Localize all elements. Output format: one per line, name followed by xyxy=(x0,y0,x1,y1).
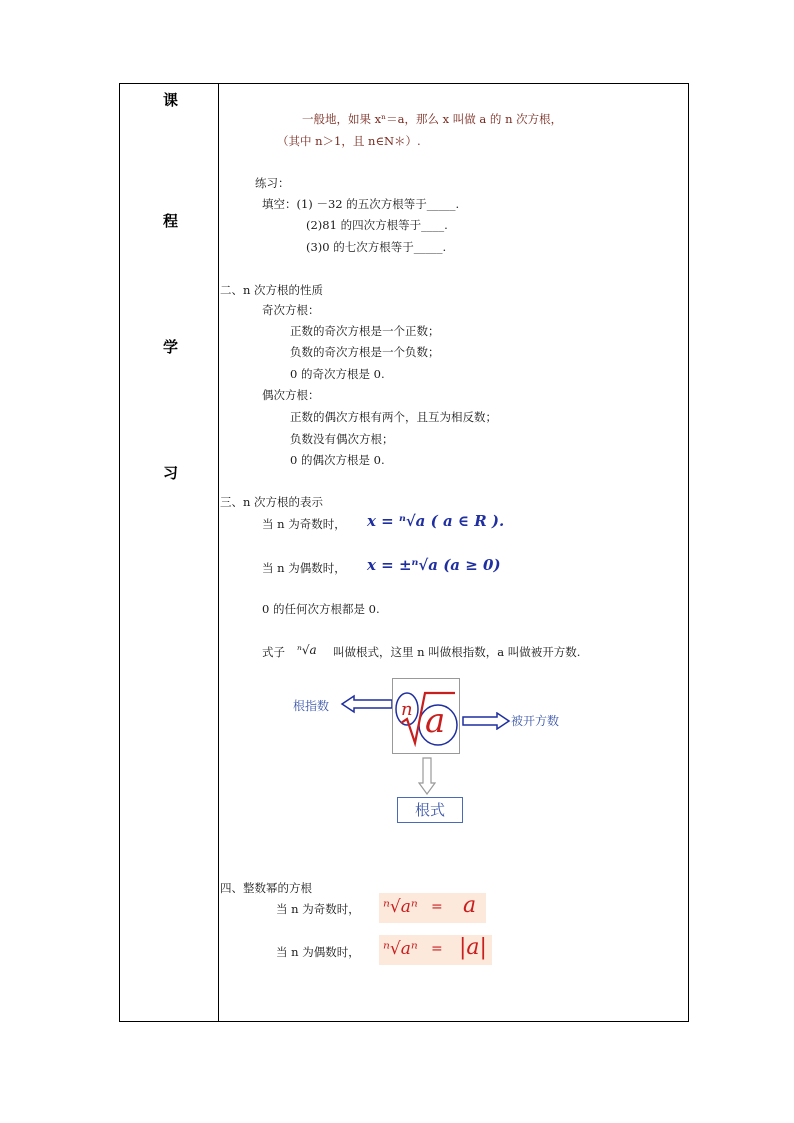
sec2-even-1: 正数的偶次方根有两个，且互为相反数； xyxy=(290,410,497,424)
down-arrow-icon xyxy=(418,757,436,795)
sec4-title: 四、整数幂的方根 xyxy=(220,881,312,895)
side-char-2: 程 xyxy=(163,212,179,230)
side-char-1: 课 xyxy=(163,91,179,109)
sec4-even-eq: = xyxy=(431,941,443,957)
sec3-title: 三、n 次方根的表示 xyxy=(220,495,324,509)
practice-q2: (2)81 的四次方根等于____. xyxy=(306,218,448,232)
sec4-odd-lead: 当 n 为奇数时， xyxy=(276,902,360,916)
sec2-title: 二、n 次方根的性质 xyxy=(220,283,324,297)
column-divider xyxy=(218,84,219,1021)
radicand-label: 被开方数 xyxy=(511,714,560,728)
sec4-even-rhs: |a| xyxy=(459,935,487,960)
sec2-odd-1: 正数的奇次方根是一个正数； xyxy=(290,324,440,338)
sec3-def-pre: 式子 xyxy=(262,645,285,659)
practice-title: 练习： xyxy=(255,176,290,190)
radical-box xyxy=(392,678,460,754)
sec4-odd-lhs: ⁿ√aⁿ xyxy=(383,897,418,917)
intro-line-1: 一般地，如果 xⁿ＝a，那么 x 叫做 a 的 n 次方根， xyxy=(302,112,563,126)
practice-q3: (3)0 的七次方根等于_____. xyxy=(306,240,447,254)
sec3-even-lead: 当 n 为偶数时， xyxy=(262,561,346,575)
left-arrow-icon xyxy=(340,694,394,714)
side-char-3: 学 xyxy=(163,338,179,356)
sec4-odd-eq: = xyxy=(431,899,443,915)
sec4-even-lhs: ⁿ√aⁿ xyxy=(383,939,418,959)
sec2-even-title: 偶次方根： xyxy=(262,388,320,402)
sec3-def-expr: ⁿ√a xyxy=(297,643,317,657)
sec4-even-lead: 当 n 为偶数时， xyxy=(276,945,360,959)
sec3-zero: 0 的任何次方根都是 0. xyxy=(262,602,380,616)
index-label: 根指数 xyxy=(293,699,330,713)
sec2-odd-title: 奇次方根： xyxy=(262,303,320,317)
sec2-odd-2: 负数的奇次方根是一个负数； xyxy=(290,345,440,359)
sec2-odd-3: 0 的奇次方根是 0. xyxy=(290,367,385,381)
sec3-odd-formula: x = ⁿ√a ( a ∈ R ). xyxy=(367,512,505,530)
radical-expression-label: 根式 xyxy=(414,801,445,819)
radical-index: n xyxy=(401,699,413,720)
right-arrow-icon xyxy=(461,712,511,730)
sec2-even-3: 0 的偶次方根是 0. xyxy=(290,453,385,467)
intro-line-2: （其中 n＞1，且 n∈N＊）. xyxy=(277,134,421,148)
radical-radicand: a xyxy=(425,701,446,741)
practice-q1: 填空：(1) －32 的五次方根等于_____. xyxy=(262,197,460,211)
sec3-even-formula: x = ±ⁿ√a (a ≥ 0) xyxy=(367,556,501,574)
sec4-odd-rhs: a xyxy=(463,893,477,918)
sec4-odd-formula xyxy=(379,893,486,923)
sec3-def-post: 叫做根式，这里 n 叫做根指数，a 叫做被开方数. xyxy=(333,645,581,659)
side-char-4: 习 xyxy=(163,464,179,482)
radical-expression-box xyxy=(397,797,463,823)
sec2-even-2: 负数没有偶次方根； xyxy=(290,432,394,446)
sec4-even-formula xyxy=(379,935,492,965)
sec3-odd-lead: 当 n 为奇数时， xyxy=(262,517,346,531)
